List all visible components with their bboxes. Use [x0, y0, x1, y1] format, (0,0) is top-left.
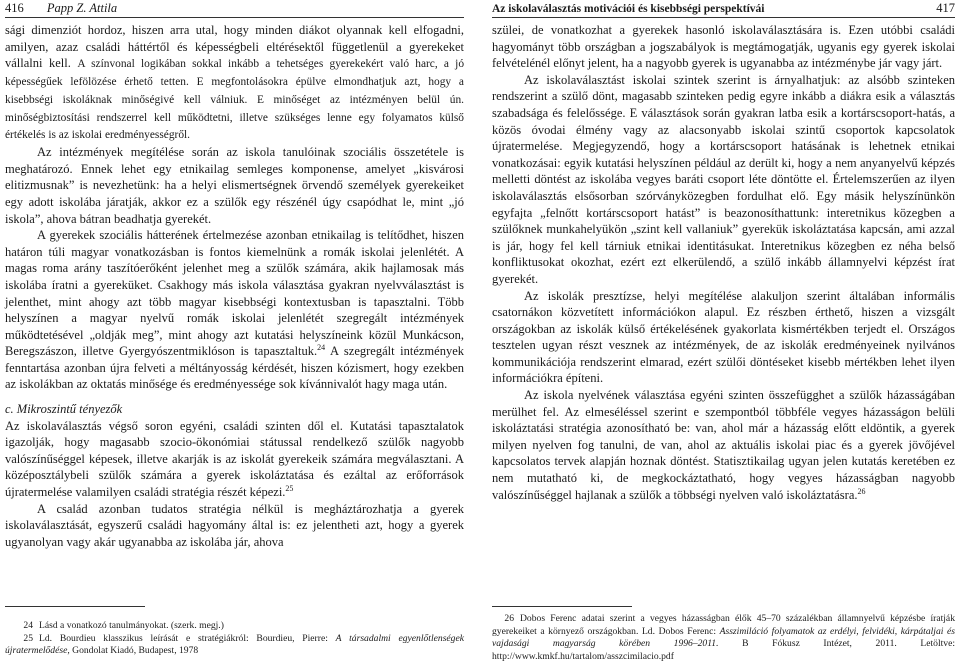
left-footnotes — [5, 620, 464, 658]
left-header-rule — [5, 17, 464, 18]
paragraph — [5, 227, 464, 393]
right-page-number: 417 — [936, 1, 955, 15]
paragraph — [5, 418, 464, 501]
right-footnotes — [492, 613, 955, 663]
paragraph-text: sági dimenziót hordoz, hiszen arra utal, hogy minden diákot olyannak kell elfogadni, amilyen, azaz családi háttértől és képességbeli eltérésektől függetlenül a gyerekeket vállalni kell. — [5, 23, 464, 71]
section-subheading: c. Mikroszintű tényezők — [5, 402, 123, 417]
footnote-ref[interactable]: 26 — [857, 486, 866, 496]
paragraph: Az intézmények megítélése során az iskola tanulóinak szociális összetétele is meghatározó. Ennek lehet egy etnikailag semleges komponense, amelyet „kisvárosi elitizmusnak” is nevezhetünk: ha a helyi elismertségnek örvendő személyek gyerekeiket egy adott iskolába járatják, akkor ez a szülők egy részénél úgy csapódhat le, mint „jó iskola”, ahova bátran beadhatja gyerekét. — [5, 145, 464, 226]
right-running-header — [492, 0, 955, 17]
footnote-text: Lásd a vonatkozó tanulmányokat. (szerk. megj.) — [39, 620, 224, 631]
footnote-number: 24 — [23, 620, 33, 631]
paragraph-text-small: A színvonal logikában sokkal inkább a tehetséges gyerekekért való harc, a jó képességűek lefölözése érhető tetten. E megfontolásokra épülve elmondhatjuk azt, hogy a kisebbségi iskoláknak minőségivé kell válniuk. E minőséget az intézményen belül ún. minőségbiztosítási rendszerrel kell működtetni, illetve szükséges lenne egy folyamatos külső értékelés is az iskolai eredményességről. — [5, 58, 465, 142]
left-running-header — [5, 0, 465, 17]
footnote-book-title: A társadalmi egyenlőtlenségek újratermelődése — [5, 632, 464, 657]
footnote-ref[interactable]: 24 — [317, 343, 326, 353]
footnote — [5, 633, 464, 658]
footnote-number: 26 — [504, 613, 514, 624]
paragraph — [5, 22, 464, 144]
paragraph-text: Az iskolaválasztás végső soron egyéni, családi szinten dől el. Kutatási tapasztalatok igazolják, hogy magasabb szocio-ökonómiai státussal rendelkező szülők nagyobb valószínűséggel képesek, illetve akarják is az iskolát gyerekeik számára megválasztani. A középosztálybeli szülők számára a gyerek iskoláztatása és ezáltal az erőforrások újratermelése valamilyen családi stratégia részét képezi. — [5, 418, 464, 500]
footnote — [5, 620, 464, 633]
paragraph — [492, 387, 955, 503]
right-running-title: Az iskolaválasztás motivációi és kisebbségi perspektívái — [492, 3, 765, 15]
footnote-text-end[interactable]: B Fókusz Intézet, 2011. Letöltve: http://www.kmkf.hu/tartalom/asszcimilacio.pdf — [492, 638, 955, 662]
left-text-column — [5, 22, 464, 550]
paragraph-text: A szegregált intézmények fenntartása azonban újra felveti a méltányosság kérdését, hiszen kózismert, hogy ezekben az iskolákban az oktatás minősége és eredményessége sok kívánnivalót hagy maga után. — [5, 344, 464, 392]
footnote-text: Dobos Ferenc adatai szerint a vegyes házasságban élők 45–70 százalékban államnyelvű képzésbe íratják gyerekeiket a környező országokban. Ld. Dobos Ferenc: — [492, 613, 955, 637]
left-page-number: 416 — [5, 1, 24, 15]
paragraph: Az iskolák presztízse, helyi megítélése alakuljon szerint általában informális csatornákon közvetített információkon alapul. Ez részben érthető, hiszen a vizsgált országokban az iskolák külső értékelésének gyakorlata kismértékben terjedt el. Országos tesztelen ugyan részt vesznek az intézmények, de az iskolák eredményeinek nyilvános kommunikációja rendszerint elmarad, ezért szülői döntéseket kisebb mértékben lehet ilyen információkra építeni. — [492, 288, 955, 386]
footnote-book-title: Asszimiláció folyamatok az erdélyi, felvidéki, kárpátaljai és vajdasági magyarság körében 1996–2011. — [492, 625, 955, 650]
footnote-text-end: , Gondolat Kiadó, Budapest, 1978 — [67, 645, 199, 657]
right-text-column — [492, 22, 955, 503]
right-footnote-rule — [492, 606, 632, 607]
paragraph-text: Az iskola nyelvének választása egyéni szinten összefügghet a szülők házasságában merülhet fel. Az elmeséléssel szerint e szempontból többféle vegyes házasságon belüli iskoláztatási stratégia azonosítható be: van, ahol már a házasság előtt eldöntik, a gyerek milyen nyelven fog tanulni, de van, ahol az aktuális iskolai piac és a gyerek jövőjével kapcsolatos tervek alapján hoznak döntést. Statisztikailag ugyan jelen kutatás keretében ez nem mutatható ki, de megkockáztatható, hogy vegyes házasságban nagyobb valószínűséggel hajlanak a szülők a többségi nyelven való iskoláztatásra. — [492, 388, 955, 502]
right-header-rule — [492, 17, 955, 18]
footnote-number: 25 — [23, 632, 33, 644]
footnote — [492, 613, 955, 663]
left-footnote-rule — [5, 606, 145, 607]
footnote-text: Ld. Bourdieu klasszikus leírását e stratégiákról: Bourdieu, Pierre: — [39, 632, 336, 644]
paragraph: Az iskolaválasztást iskolai szintek szerint is árnyalhatjuk: az alsóbb szinteken rendszerint a szülő dönt, magasabb szinteken pedig egyre inkább a diákra esik a választás szabadsága és felelőssége. E választások során gyakran latba esik a kortárscsoport-hatás, a közös óvodai élmény vagy az alacsonyabb iskolai szintű csoportok kapcsolatok újratermelése. Megjegyzendő, hogy a kortárscsoport hatásának is lehetnek etnikai vonatkozásai: egyik kutatási helyszínen például az derült ki, hogy a nem anyanyelvű képzés melletti döntést az iskolába vegyes baráti csoport léte döntötte el. Értelemszerűen az ilyen iskolaválasztás elsősorban szórványközegben fordulhat elő. Egy másik helyszínünkön egyfajta „felnőtt kortárscsoport hatást” is beazonosíthattunk: interetnikus közegben a szülőknek munkahelyükön „szint kell vallaniuk” gyerekük iskoláztatása kapcsán, ami azzal is jár, hogy fel kell tárniuk etnikai identitásukat. Interetnikus közegben ez néha belső konfliktusokat okozhat, ezért ezt elkerülendő, a szülő inkább államnyelvi képzést írat gyerekét. — [492, 72, 955, 286]
left-running-title: Papp Z. Attila — [46, 1, 118, 15]
paragraph-text: A gyerekek szociális hátterének értelmezése azonban etnikailag is telítődhet, hiszen határon túli magyar vonatkozásban is fontos kiemelnünk a romák iskolai jelenlétét. A magas roma arány taszítóerőként jelenhet meg a szülők számára, akik hajlamosak más iskolába íratni a gyereküket. Csakhogy más iskola választása gyakran nyelvválasztást is jelenthet, mint ahogy azt több magyar kisebbségi kontextusban is tapasztalni. Több helyszínen a magyar nyelvű romák iskolai jelenlétét szegregált intézmények működtetésével „oldják meg”, mint ahogy azt kutatási helyszíneink közül Munkácson, Beregszászon, illetve Gyergyószentmiklóson is tapasztaltuk. — [5, 228, 464, 359]
footnote-ref[interactable]: 25 — [285, 483, 294, 493]
paragraph: A család azonban tudatos stratégia nélkül is megháztározhatja a gyerek iskolaválasztását, egyszerű családi hagyomány által is: ez jelentheti azt, hogy a gyerek ugyanolyan vagy akár ugyanabba az iskolába jár, ahova — [5, 501, 464, 549]
paragraph: szülei, de vonatkozhat a gyerekek hasonló iskolaválasztására is. Ezen utóbbi családi hagyományt több országban a jogszabályok is megtámogatják, ugyanis egy gyerek iskolai felvételénél előnyt jelent, ha a nagyobb gyerek is ugyanabba az intézménybe jár vagy járt. — [492, 23, 955, 71]
